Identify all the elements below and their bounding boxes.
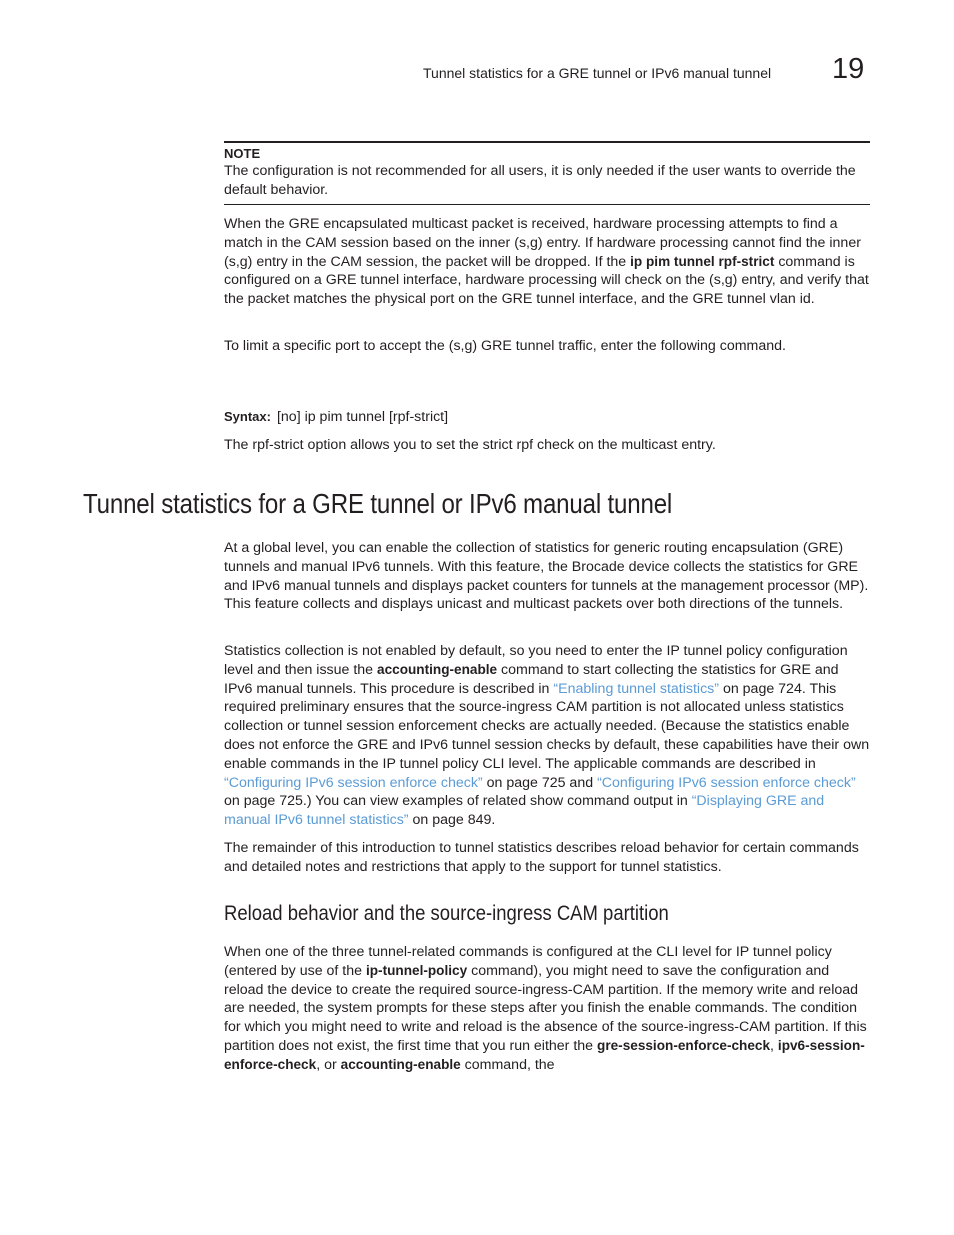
- command-accounting-enable: accounting-enable: [377, 661, 498, 677]
- command-ip-tunnel-policy: ip-tunnel-policy: [365, 962, 468, 978]
- note-label: NOTE: [224, 146, 261, 161]
- link-enabling-tunnel-statistics[interactable]: “Enabling tunnel statistics”: [553, 680, 719, 697]
- text-run: Statistics collection is not enabled by default, so you need to enter the IP tunnel policy configuration level and then issue the: [224, 643, 848, 678]
- command-gre-session-enforce-check: gre-session-enforce-check: [597, 1037, 771, 1053]
- text-run: on page 725 and: [482, 774, 598, 791]
- text-run: command, the: [460, 1056, 555, 1073]
- syntax-label: Syntax:: [224, 409, 271, 424]
- note-text: The configuration is not recommended for all users, it is only needed if the user wants to override the default behavior.: [224, 163, 856, 198]
- syntax-line: [224, 408, 870, 427]
- section-paragraph-1: At a global level, you can enable the collection of statistics for generic routing encapsulation (GRE) tunnels and manual IPv6 tunnels. With this feature, the Brocade device collects the statistics for GRE and IPv6 manual tunnels and displays packet counters for tunnels at the management processor (MP). This feature collects and displays unicast and multicast packets over both directions of the tunnels.: [224, 540, 869, 613]
- text-run: command), you might need to save the configuration and reload the device to create the required source-ingress-CAM partition. If the memory write and reload are needed, the system prompts for these steps after you finish the enable commands. The condition for which you might need to write and reload is the absence of the source-ingress-CAM partition. If this partition does not exist, the first time that you run either the: [224, 962, 867, 1054]
- running-title: Tunnel statistics for a GRE tunnel or IPv6 manual tunnel: [423, 65, 772, 81]
- note-top-rule: [224, 141, 870, 143]
- link-configuring-ipv6-session-enforce-check[interactable]: “Configuring IPv6 session enforce check”: [224, 774, 483, 791]
- command-ipv6-session-enforce-check: ipv6-session-enforce-check: [224, 1037, 865, 1072]
- intro-paragraph-2: To limit a specific port to accept the (s,g) GRE tunnel traffic, enter the following command.: [224, 338, 786, 354]
- text-run: When one of the three tunnel-related commands is configured at the CLI level for IP tunnel policy (entered by use of the: [224, 944, 832, 979]
- subsection-paragraph-1: [224, 943, 870, 1075]
- syntax-text: [no] ip pim tunnel [rpf-strict]: [276, 409, 449, 425]
- text-run: on page 849.: [408, 812, 496, 829]
- command-ip-pim-tunnel-rpf-strict: ip pim tunnel rpf-strict: [630, 253, 775, 269]
- section-heading: Tunnel statistics for a GRE tunnel or IPv6 manual tunnel: [83, 488, 673, 519]
- link-displaying-gre-and-ipv6-tunnel-statistics[interactable]: “Displaying GRE and manual IPv6 tunnel statistics”: [224, 793, 825, 829]
- text-run: on page 725.) You can view examples of related show command output in: [224, 793, 692, 810]
- text-run: command to start collecting the statistics for GRE and IPv6 manual tunnels. This procedure is described in: [224, 661, 839, 697]
- text-run: ,: [770, 1037, 778, 1054]
- intro-paragraph-3: The rpf-strict option allows you to set the strict rpf check on the multicast entry.: [224, 437, 716, 453]
- text-run: command is configured on a GRE tunnel interface, hardware processing will check on the (s,g) entry, and verify that the packet matches the physical port on the GRE tunnel interface, and the GRE tunnel vlan id.: [224, 253, 869, 308]
- text-run: , or: [316, 1056, 341, 1073]
- intro-paragraph-1: [224, 215, 870, 309]
- section-paragraph-2: [224, 642, 870, 830]
- text-run: on page 724. This required preliminary ensures that the source-ingress CAM partition is not allocated unless statistics collection or tunnel session enforcement checks are actually needed. (Because the statistics enable does not enforce the GRE and IPv6 tunnel session checks by default, these capabilities have their own enable commands in the IP tunnel policy CLI level. The applicable commands are described in: [224, 680, 870, 772]
- section-paragraph-3: The remainder of this introduction to tunnel statistics describes reload behavior for certain commands and detailed notes and restrictions that apply to the support for tunnel statistics.: [224, 840, 859, 875]
- note-bottom-rule: [224, 204, 870, 205]
- subsection-heading: Reload behavior and the source-ingress CAM partition: [224, 902, 669, 925]
- command-accounting-enable-2: accounting-enable: [340, 1056, 461, 1072]
- link-configuring-ipv6-session-enforce-check-2[interactable]: “Configuring IPv6 session enforce check”: [597, 774, 856, 791]
- text-run: When the GRE encapsulated multicast packet is received, hardware processing attempts to find a match in the CAM session based on the inner (s,g) entry. If hardware processing cannot find the inner (s,g) entry in the CAM session, the packet will be dropped. If the: [224, 216, 861, 270]
- chapter-number: 19: [832, 53, 865, 85]
